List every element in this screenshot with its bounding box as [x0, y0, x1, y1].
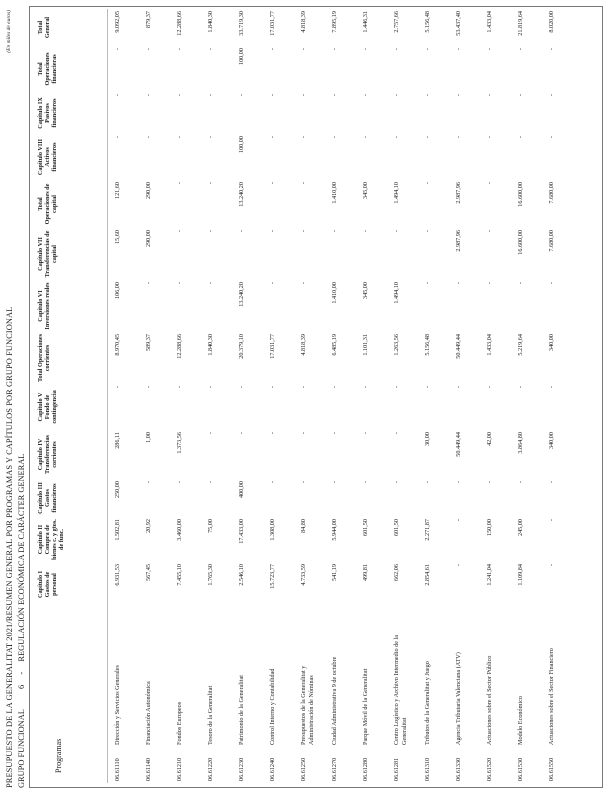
value-cell: - [331, 386, 338, 389]
value-cell: - [424, 386, 431, 389]
value-cell: 106,00 [114, 282, 121, 300]
value-cell: 1.494,10 [393, 182, 400, 204]
value-cell: - [424, 230, 431, 233]
program-code: 06.61281 [393, 757, 400, 781]
value-cell: 3.460,00 [176, 519, 183, 541]
table-body [108, 9, 574, 783]
value-cell: - [517, 94, 524, 97]
value-cell: - [114, 386, 121, 389]
value-cell: - [238, 432, 245, 435]
table-header-row [33, 9, 108, 783]
program-code: 06.61310 [424, 757, 431, 781]
value-cell: - [269, 230, 276, 233]
value-cell: - [486, 94, 493, 97]
program-name: Centro Logístico y Archivo Intermedio de la Generalitat [393, 635, 408, 745]
value-cell: - [424, 481, 431, 484]
program-name: Parque Móvil de la Generalitat [362, 668, 369, 745]
value-cell: 16.600,00 [517, 182, 524, 207]
program-code: 06.61330 [455, 757, 462, 781]
value-cell: 5.156,48 [424, 334, 431, 356]
value-cell: - [207, 230, 214, 233]
value-cell: - [517, 386, 524, 389]
functional-group-separator: - [17, 671, 26, 675]
program-code: 06.61140 [145, 758, 152, 781]
value-cell: 879,37 [145, 11, 152, 29]
functional-group-number: 6 [17, 684, 26, 689]
value-cell: 4.818,39 [300, 11, 307, 33]
value-cell: - [300, 136, 307, 139]
value-cell: - [455, 48, 462, 51]
value-cell: - [300, 182, 307, 185]
document-title: PRESUPUESTO DE LA GENERALITAT 2021/RESUMEN GENERAL POR PROGRAMAS Y CAPÍTULOS POR GRUPO FUNCIONAL [5, 306, 14, 788]
value-cell: - [331, 432, 338, 435]
value-cell: 1.765,30 [207, 564, 214, 586]
value-cell: - [486, 282, 493, 285]
value-cell: - [207, 182, 214, 185]
value-cell: 15.723,77 [269, 564, 276, 589]
value-cell: 1.410,00 [331, 282, 338, 304]
program-code: 06.61220 [207, 757, 214, 781]
value-cell: - [238, 94, 245, 97]
value-cell: - [300, 432, 307, 435]
program-name: Ciudad Administrativa 9 de octubre [331, 656, 338, 745]
table-row [542, 9, 573, 783]
column-header: Capítulo VI Inversiones reales [37, 282, 51, 330]
value-cell: 20,92 [145, 519, 152, 533]
value-cell: - [548, 48, 555, 51]
value-cell: 662,06 [393, 564, 400, 582]
value-cell: 6.485,19 [331, 334, 338, 356]
value-cell: 245,00 [517, 519, 524, 537]
value-cell: 290,00 [145, 230, 152, 248]
program-cell [170, 607, 201, 783]
value-cell: - [269, 182, 276, 185]
program-cell [480, 607, 511, 783]
value-cell: - [362, 481, 369, 484]
value-cell: 4.818,39 [300, 334, 307, 356]
value-cell: - [176, 230, 183, 233]
value-cell: 567,45 [145, 564, 152, 582]
value-cell: - [486, 182, 493, 185]
value-cell: - [548, 519, 555, 522]
value-cell: - [269, 481, 276, 484]
functional-group-heading [17, 454, 26, 788]
value-cell: - [145, 48, 152, 51]
value-cell: 7.455,10 [176, 564, 183, 586]
value-cell: - [269, 94, 276, 97]
program-cell [418, 607, 449, 783]
value-cell: 290,00 [145, 182, 152, 200]
value-cell: 286,11 [114, 432, 121, 449]
value-cell: - [455, 136, 462, 139]
value-cell: 1.373,56 [176, 432, 183, 454]
column-header: Capítulo III Gastos financieros [37, 482, 58, 514]
value-cell: 1,00 [145, 432, 152, 443]
value-cell: 5.219,64 [517, 334, 524, 356]
program-name: Agencia Tributaria Valenciana (ATV) [455, 652, 462, 745]
value-cell: 2.987,96 [455, 230, 462, 252]
table-frame [29, 6, 603, 788]
value-cell: - [393, 386, 400, 389]
value-cell: - [455, 519, 462, 522]
program-cell [108, 607, 140, 783]
program-cell [542, 607, 573, 783]
value-cell: 400,00 [238, 481, 245, 499]
value-cell: - [362, 230, 369, 233]
value-cell: - [424, 94, 431, 97]
value-cell: 5.944,00 [331, 519, 338, 541]
value-cell: - [362, 432, 369, 435]
program-cell [263, 607, 294, 783]
value-cell: 4.733,59 [300, 564, 307, 586]
program-cell [511, 607, 542, 783]
value-cell: 50.449,44 [455, 432, 462, 457]
program-code: 06.61550 [548, 757, 555, 781]
value-cell: 13.240,20 [238, 282, 245, 307]
program-code: 06.61250 [300, 757, 307, 781]
column-header: Capítulo II Compra de bienes c. y gtos. de func. [37, 519, 65, 560]
value-cell: - [548, 94, 555, 97]
value-cell: 2.757,66 [393, 11, 400, 33]
value-cell: 17.433,00 [238, 519, 245, 544]
value-cell: 13.240,20 [238, 182, 245, 207]
program-name: Dirección y Servicios Generales [114, 665, 121, 745]
value-cell: - [145, 136, 152, 139]
table-row [170, 9, 201, 783]
functional-group-label: GRUPO FUNCIONAL [17, 709, 26, 788]
value-cell: 2.987,96 [455, 182, 462, 204]
value-cell: - [548, 564, 555, 567]
value-cell: 75,00 [207, 519, 214, 533]
value-cell: 21.819,64 [517, 11, 524, 36]
table-row [449, 9, 480, 783]
table-row [232, 9, 263, 783]
value-cell: - [269, 48, 276, 51]
value-cell: 1.446,31 [362, 11, 369, 33]
value-cell: 1.433,04 [486, 11, 493, 33]
value-cell: 1.308,00 [269, 519, 276, 541]
value-cell: - [145, 94, 152, 97]
value-cell: - [455, 386, 462, 389]
budget-table [33, 9, 573, 783]
column-header: Capítulo IV Transferencias corrientes [37, 435, 58, 474]
program-code: 06.61520 [486, 757, 493, 781]
value-cell: 30,00 [424, 432, 431, 446]
value-cell: 7.680,00 [548, 230, 555, 252]
value-cell: 121,60 [114, 182, 121, 200]
value-cell: - [207, 282, 214, 285]
value-cell: 1.840,30 [207, 11, 214, 33]
value-cell: 6.931,53 [114, 564, 121, 586]
value-cell: - [548, 136, 555, 139]
value-cell: 589,37 [145, 334, 152, 352]
value-cell: 1.840,30 [207, 334, 214, 356]
value-cell: - [424, 182, 431, 185]
value-cell: 1.410,00 [331, 182, 338, 204]
value-cell: - [331, 48, 338, 51]
value-cell: 1.502,81 [114, 519, 121, 541]
value-cell: 345,00 [362, 182, 369, 200]
table-row [511, 9, 542, 783]
value-cell: 42,00 [486, 432, 493, 446]
value-cell: 9.092,05 [114, 11, 121, 33]
value-cell: 150,00 [486, 519, 493, 537]
value-cell: - [393, 432, 400, 435]
program-cell [449, 607, 480, 783]
table-row [356, 9, 387, 783]
column-header: Capítulo VIII Activos financieros [37, 138, 58, 176]
value-cell: - [331, 230, 338, 233]
value-cell: - [548, 481, 555, 484]
value-cell: - [393, 48, 400, 51]
value-cell: - [145, 386, 152, 389]
value-cell: - [114, 136, 121, 139]
program-name: Tesoro de la Generalitat [207, 685, 214, 745]
program-cell [325, 607, 356, 783]
value-cell: - [517, 136, 524, 139]
value-cell: 84,80 [300, 519, 307, 533]
value-cell: - [393, 94, 400, 97]
value-cell: - [269, 136, 276, 139]
value-cell: 1.109,84 [517, 564, 524, 586]
value-cell: - [424, 136, 431, 139]
program-code: 06.61210 [176, 757, 183, 781]
value-cell: - [486, 136, 493, 139]
table-row [108, 9, 140, 783]
value-cell: 8.970,45 [114, 334, 121, 356]
value-cell: - [486, 481, 493, 484]
value-cell: 50.449,44 [455, 334, 462, 359]
program-code: 06.61530 [517, 757, 524, 781]
value-cell: - [176, 386, 183, 389]
value-cell: 7.680,00 [548, 182, 555, 204]
value-cell: 340,00 [548, 432, 555, 450]
program-name: Presupuestos de la Generalitat y Administración de Nóminas [300, 665, 315, 745]
program-cell [201, 607, 232, 783]
value-cell: - [176, 136, 183, 139]
program-code: 06.61270 [331, 757, 338, 781]
value-cell: - [300, 282, 307, 285]
value-cell: - [176, 94, 183, 97]
program-code: 06.61110 [114, 758, 121, 781]
program-code: 06.61240 [269, 757, 276, 781]
value-cell: - [517, 48, 524, 51]
value-cell: - [176, 481, 183, 484]
value-cell: - [362, 386, 369, 389]
program-name: Financiación Autonómica [145, 681, 152, 745]
value-cell: 1.101,31 [362, 334, 369, 356]
value-cell: - [424, 282, 431, 285]
program-code: 06.61280 [362, 757, 369, 781]
value-cell: - [207, 94, 214, 97]
value-cell: - [207, 481, 214, 484]
value-cell: 16.600,00 [517, 230, 524, 255]
value-cell: - [486, 386, 493, 389]
value-cell: 2.271,87 [424, 519, 431, 541]
value-cell: - [207, 432, 214, 435]
column-header: Total General [37, 16, 51, 39]
value-cell: - [176, 182, 183, 185]
value-cell: 8.020,00 [548, 11, 555, 33]
value-cell: - [269, 282, 276, 285]
value-cell: - [362, 136, 369, 139]
value-cell: - [517, 282, 524, 285]
value-cell: - [300, 386, 307, 389]
value-cell: 100,00 [238, 48, 245, 66]
program-name: Patrimonio de la Generalitat [238, 675, 245, 745]
value-cell: 250,00 [114, 481, 121, 499]
value-cell: - [517, 481, 524, 484]
value-cell: - [207, 48, 214, 51]
column-header: Total Operaciones corrientes [37, 333, 51, 383]
value-cell: - [362, 48, 369, 51]
program-name: Actuaciones sobre el Sector Financiero [548, 648, 555, 745]
value-cell: - [455, 94, 462, 97]
value-cell: 33.719,30 [238, 11, 245, 36]
value-cell: 12.288,66 [176, 334, 183, 359]
table-row [294, 9, 325, 783]
value-cell: - [486, 230, 493, 233]
value-cell: 3.864,80 [517, 432, 524, 454]
program-name: Fondos Europeos [176, 701, 183, 745]
value-cell: 100,00 [238, 136, 245, 154]
program-name: Actuaciones sobre el Sector Público [486, 655, 493, 745]
value-cell: 20.379,10 [238, 334, 245, 359]
value-cell: - [207, 386, 214, 389]
value-cell: - [331, 136, 338, 139]
table-row [418, 9, 449, 783]
units-note: (En miles de euros) [6, 10, 12, 53]
value-cell: - [300, 481, 307, 484]
value-cell: 601,50 [393, 519, 400, 537]
table-row [139, 9, 170, 783]
value-cell: - [455, 481, 462, 484]
program-cell [294, 607, 325, 783]
value-cell: - [238, 230, 245, 233]
value-cell: 53.437,40 [455, 11, 462, 36]
table-row [325, 9, 356, 783]
value-cell: - [176, 48, 183, 51]
value-cell: - [548, 282, 555, 285]
value-cell: 340,00 [548, 334, 555, 352]
value-cell: - [548, 386, 555, 389]
value-cell: 1.263,56 [393, 334, 400, 356]
value-cell: - [455, 564, 462, 567]
table-row [387, 9, 418, 783]
value-cell: 2.546,10 [238, 564, 245, 586]
column-header: Capítulo V Fondo de contingencia [37, 390, 58, 424]
value-cell: - [114, 48, 121, 51]
value-cell: 17.031,77 [269, 334, 276, 359]
table-row [201, 9, 232, 783]
column-header: Capítulo IX Pasivos financieros [37, 97, 58, 129]
value-cell: - [300, 94, 307, 97]
program-cell [139, 607, 170, 783]
table-row [480, 9, 511, 783]
value-cell: - [114, 94, 121, 97]
functional-group-name: REGULACIÓN ECONÓMICA DE CARÁCTER GENERAL [17, 453, 26, 662]
program-code: 06.61230 [238, 757, 245, 781]
column-header: Total Operaciones financieras [37, 52, 58, 86]
value-cell: 7.895,19 [331, 11, 338, 33]
value-cell: - [238, 386, 245, 389]
value-cell: - [269, 432, 276, 435]
value-cell: 15,60 [114, 230, 121, 244]
value-cell: 499,81 [362, 564, 369, 582]
value-cell: 12.288,66 [176, 11, 183, 36]
value-cell: - [269, 386, 276, 389]
value-cell: - [362, 94, 369, 97]
value-cell: - [145, 481, 152, 484]
value-cell: - [393, 481, 400, 484]
value-cell: - [207, 136, 214, 139]
value-cell: 541,19 [331, 564, 338, 582]
column-header-programas: Programas [54, 738, 63, 773]
value-cell: 5.156,48 [424, 11, 431, 33]
value-cell: - [331, 94, 338, 97]
value-cell: - [455, 282, 462, 285]
value-cell: - [331, 481, 338, 484]
program-cell [387, 607, 418, 783]
value-cell: - [145, 282, 152, 285]
value-cell: - [486, 48, 493, 51]
value-cell: 1.241,04 [486, 564, 493, 586]
value-cell: - [424, 48, 431, 51]
value-cell: - [176, 282, 183, 285]
value-cell: - [300, 230, 307, 233]
program-name: Tributos de la Generalitat y Juego [424, 661, 431, 745]
value-cell: 17.031,77 [269, 11, 276, 36]
column-header: Capítulo I Gastos de personal [37, 571, 58, 598]
value-cell: - [393, 136, 400, 139]
program-cell [232, 607, 263, 783]
value-cell: 1.433,04 [486, 334, 493, 356]
program-name: Control Interno y Contabilidad [269, 668, 276, 745]
table-row [263, 9, 294, 783]
value-cell: 2.854,61 [424, 564, 431, 586]
value-cell: 1.494,10 [393, 282, 400, 304]
value-cell: 601,50 [362, 519, 369, 537]
program-cell [356, 607, 387, 783]
column-header: Capítulo VII Transferencias de capital [37, 230, 58, 278]
value-cell: - [300, 48, 307, 51]
program-name: Modelo Económico [517, 696, 524, 745]
value-cell: - [393, 230, 400, 233]
value-cell: 345,00 [362, 282, 369, 300]
column-header: Total Operaciones de capital [37, 183, 58, 225]
